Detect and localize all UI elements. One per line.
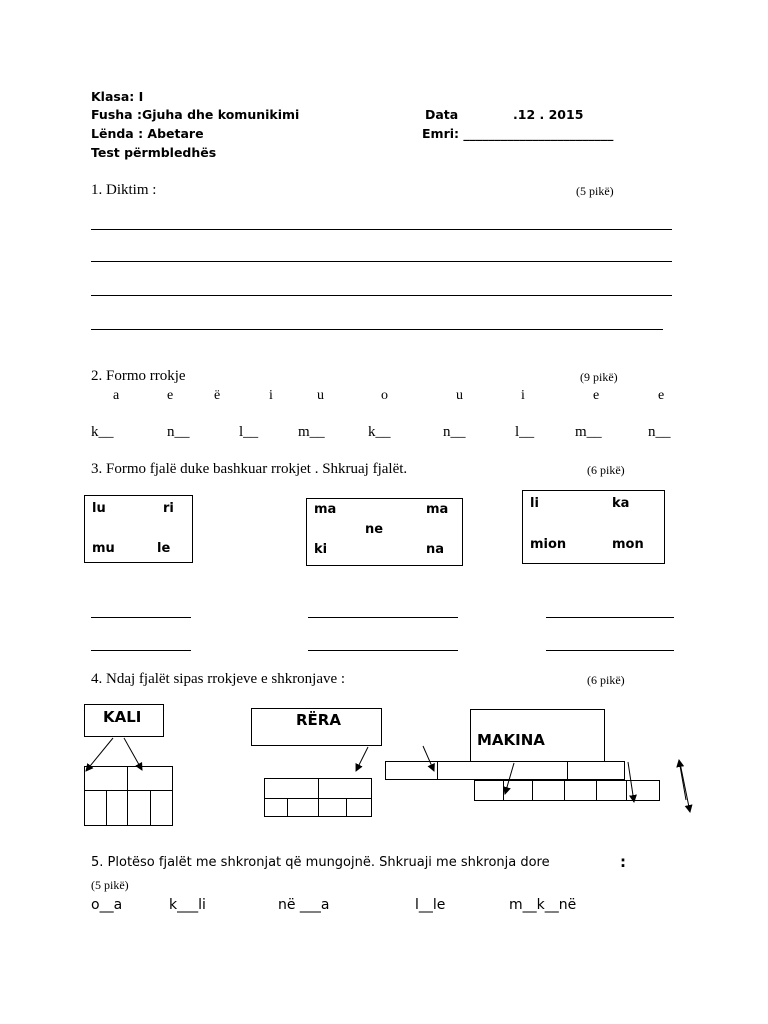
syllable: ma [314,502,337,517]
q1-title: 1. Diktim : [91,182,157,198]
date-value: .12 . 2015 [513,107,584,122]
fill-word[interactable]: o__a [91,897,123,913]
class-label: Klasa: I [91,89,144,104]
syllable: mu [92,541,115,556]
q3-points: (6 pikë) [587,463,625,477]
q2-title: 2. Formo rrokje [91,368,186,384]
fill-word[interactable]: k___li [169,897,206,913]
q4-title: 4. Ndaj fjalët sipas rrokjeve e shkronjave : [91,671,346,687]
vowel: u [456,388,463,403]
date-label: Data [425,107,459,122]
syllable: li [530,496,539,511]
q5-points: (5 pikë) [91,878,129,892]
q1-points: (5 pikë) [576,184,614,198]
syllable: na [426,542,445,557]
syllable: mion [530,537,567,552]
subject-field-label: Fusha :Gjuha dhe komunikimi [91,107,300,122]
vowel: a [113,388,120,403]
q4-points: (6 pikë) [587,673,625,687]
subject-label: Lënda : Abetare [91,126,204,141]
syllable: mon [612,537,644,552]
test-title: Test përmbledhës [91,145,217,160]
vowel: ë [214,388,221,403]
q3-title: 3. Formo fjalë duke bashkuar rrokjet . Shkruaj fjalët. [91,461,408,477]
q5-colon: : [620,853,626,871]
vowel: i [521,388,525,403]
fill-word[interactable]: në ___a [278,897,330,913]
word: MAKINA [477,731,545,749]
vowel: u [317,388,324,403]
vowel: i [269,388,273,403]
vowel: e [658,388,665,403]
vowel: o [381,388,388,403]
fill-word[interactable]: m__k__në [509,897,577,913]
syllable: ma [426,502,449,517]
syllable: ki [314,542,328,557]
syllable: lu [92,501,106,516]
name-field[interactable]: Emri: ________________________ [422,126,614,141]
consonant-blank[interactable]: k__ [368,424,391,440]
consonant-blank[interactable]: n__ [443,424,466,440]
syllable: ri [163,501,174,516]
consonant-blank[interactable]: m__ [298,424,325,440]
q5-title: 5. Plotëso fjalët me shkronjat që mungojnë. Shkruaji me shkronja dore [91,855,550,870]
consonant-blank[interactable]: l__ [515,424,535,440]
consonant-blank[interactable]: l__ [239,424,259,440]
word: KALI [103,708,142,726]
syllable: ka [612,496,630,511]
consonant-blank[interactable]: m__ [575,424,602,440]
fill-word[interactable]: l__le [415,897,446,913]
consonant-blank[interactable]: n__ [648,424,671,440]
syllable: le [157,541,171,556]
consonant-blank[interactable]: k__ [91,424,114,440]
vowel: e [167,388,174,403]
word: RËRA [296,711,341,729]
q2-points: (9 pikë) [580,370,618,384]
vowel: e [593,388,600,403]
consonant-blank[interactable]: n__ [167,424,190,440]
syllable: ne [365,522,384,537]
